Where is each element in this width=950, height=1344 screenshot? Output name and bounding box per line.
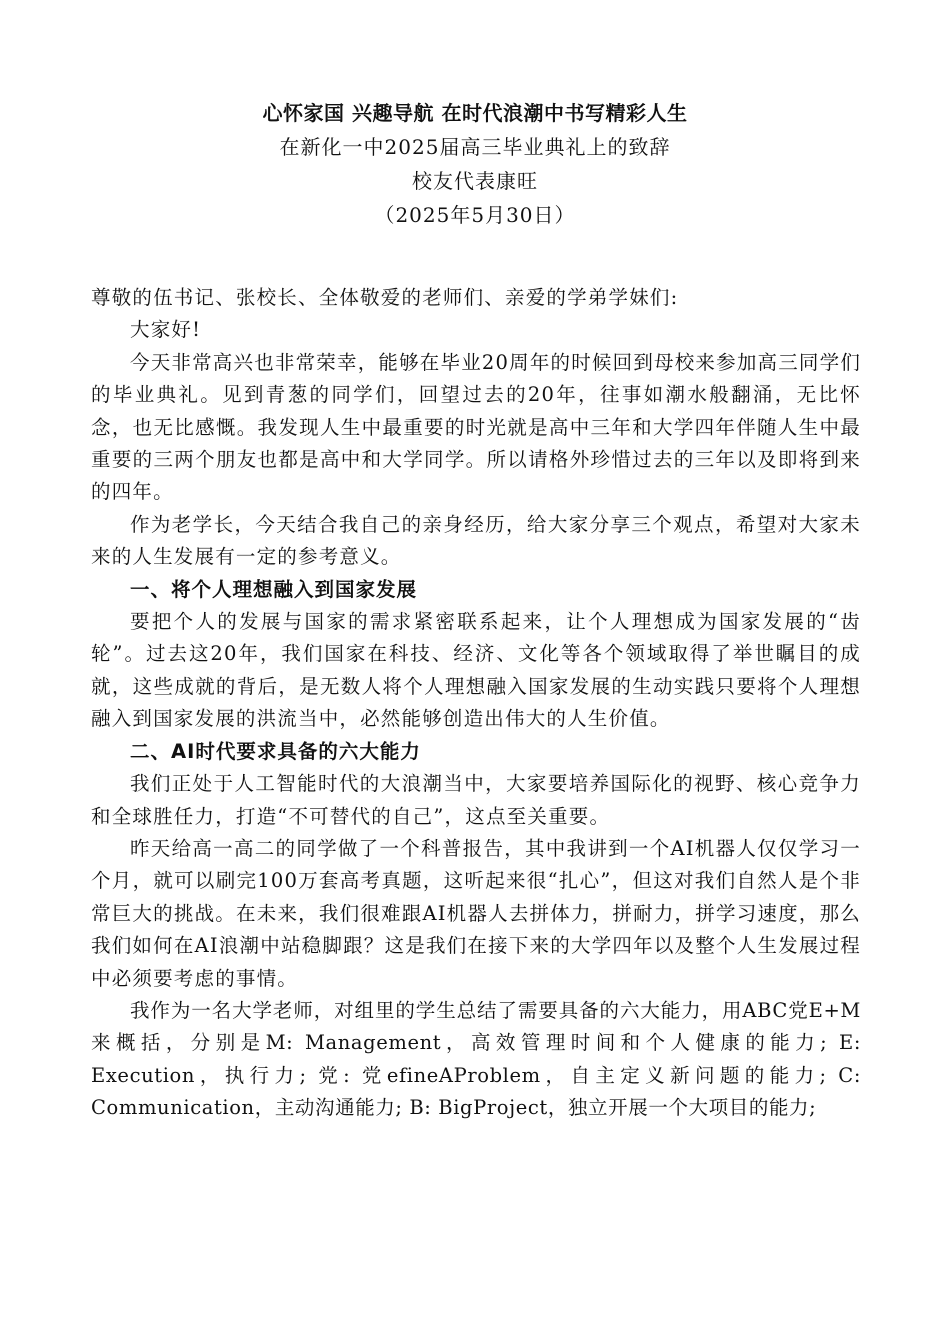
paragraph-4: 我们正处于人工智能时代的大浪潮当中，大家要培养国际化的视野、核心竞争力和全球胜任力，打造“不可替代的自己”，这点至关重要。 <box>91 772 861 828</box>
document-body <box>91 282 861 1125</box>
paragraph-3: 要把个人的发展与国家的需求紧密联系起来，让个人理想成为国家发展的“齿轮”。过去这20年，我们国家在科技、经济、文化等各个领域取得了举世瞩目的成就，这些成就的背后，是无数人将个人理想融入国家发展的生动实践只要将个人理想融入到国家发展的洪流当中，必然能够创造出伟大的人生价值。 <box>91 610 861 731</box>
paragraph-1: 今天非常高兴也非常荣幸，能够在毕业20周年的时候回到母校来参加高三同学们的毕业典礼。见到青葱的同学们，回望过去的20年，往事如潮水般翻涌，无比怀念，也无比感慨。我发现人生中最重要的时光就是高中三年和大学四年伴随人生中最重要的三两个朋友也都是高中和大学同学。所以请格外珍惜过去的三年以及即将到来的四年。 <box>91 350 862 504</box>
paragraph-5: 昨天给高一高二的同学做了一个科普报告，其中我讲到一个AI机器人仅仅学习一个月，就可以刷完100万套高考真题，这听起来很“扎心”，但这对我们自然人是个非常巨大的挑战。在未来，我们很难跟AI机器人去拼体力，拼耐力，拼学习速度，那么我们如何在AI浪潮中站稳脚跟？这是我们在接下来的大学四年以及整个人生发展过程中必须要考虑的事情。 <box>91 836 861 990</box>
section-heading-1: 一、将个人理想融入到国家发展 <box>130 577 418 601</box>
document-subtitle: 在新化一中2025届高三毕业典礼上的致辞 <box>279 135 671 159</box>
document-title: 心怀家国 兴趣导航 在时代浪潮中书写精彩人生 <box>262 101 688 125</box>
document-header <box>0 96 950 232</box>
section-heading-2: 二、AI时代要求具备的六大能力 <box>130 739 421 763</box>
speaker-line: 校友代表康旺 <box>412 169 538 193</box>
paragraph-6: 我作为一名大学老师，对组里的学生总结了需要具备的六大能力，用ABC党E+M来概括，分别是M: Management，高效管理时间和个人健康的能力; E: Execution，执行力; 党: 党efineAProblem，自主定义新问题的能力; C: Communication，主动沟通能力; B: BigProject，独立开展一个大项目的能力; <box>91 998 861 1120</box>
greeting: 大家好! <box>130 318 202 342</box>
salutation: 尊敬的伍书记、张校长、全体敬爱的老师们、亲爱的学弟学妹们: <box>91 286 679 309</box>
date-line: （2025年5月30日） <box>374 203 576 227</box>
paragraph-2: 作为老学长，今天结合我自己的亲身经历，给大家分享三个观点，希望对大家未来的人生发展有一定的参考意义。 <box>91 512 861 569</box>
